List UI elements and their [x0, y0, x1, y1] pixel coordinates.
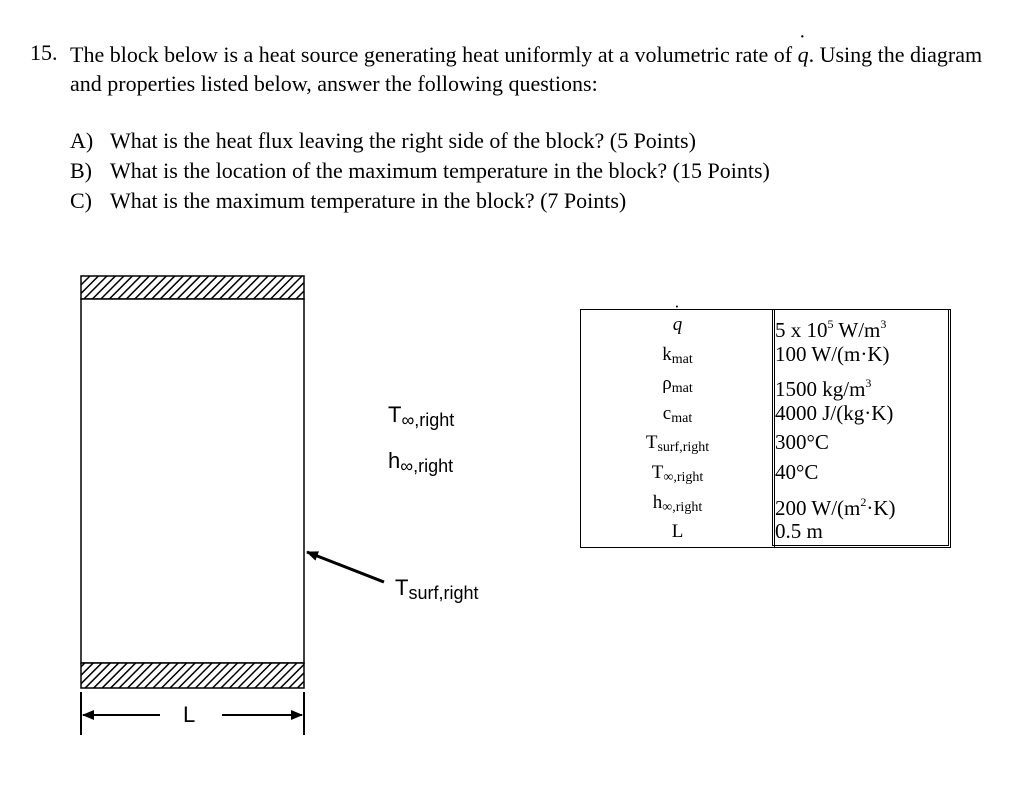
subscript: mat: [671, 410, 693, 426]
symbol-column: [581, 310, 775, 548]
subscript: mat: [671, 351, 693, 367]
property-symbol-q: [581, 310, 774, 340]
property-symbol-c: [581, 399, 774, 429]
question-number: 15.: [30, 40, 58, 65]
subquestion-label: A): [70, 128, 94, 153]
t-inf-subscript: ∞,right: [401, 410, 455, 430]
subquestion-label: C): [70, 188, 92, 213]
subquestion-text: What is the maximum temperature in the block? (7 Points): [110, 188, 627, 213]
symbol: k: [662, 343, 672, 365]
bottom-insulation: [81, 663, 304, 688]
value-tail: W/m: [833, 318, 881, 342]
value-text: 300°C: [775, 430, 829, 455]
value-column-border: [772, 309, 949, 546]
subscript: mat: [671, 381, 693, 397]
q-dot-symbol: q ˙: [673, 310, 683, 340]
t-surf-subscript: surf,right: [408, 583, 479, 603]
t-symbol: T: [395, 575, 409, 600]
property-symbol-rho: [581, 369, 774, 399]
property-symbol-tinf: [581, 458, 774, 488]
subquestion-text: What is the heat flux leaving the right side of the block? (5 Points): [110, 128, 696, 153]
symbol: T: [645, 432, 658, 454]
property-symbol-l: [581, 517, 774, 547]
value-sup: 2: [860, 494, 867, 509]
subquestion-text: What is the location of the maximum temperature in the block? (15 Points): [110, 158, 770, 183]
stem-text-1: The block below is a heat source generating heat uniformly at a volumetric rate of: [70, 42, 798, 67]
symbol: L: [671, 521, 684, 543]
value-sup: 3: [865, 376, 872, 391]
symbol: c: [662, 402, 672, 424]
value-text: 0.5 m: [775, 519, 823, 544]
t-surface-label: [395, 575, 478, 604]
symbol: T: [651, 461, 664, 483]
value-text: 1500 kg/m: [775, 377, 866, 402]
subscript: surf,right: [657, 440, 710, 456]
stem-text-2: . Using the diagram and properties listed below, answer the following questions:: [70, 42, 983, 96]
h-symbol: h: [388, 448, 401, 473]
h-inf-subscript: ∞,right: [400, 456, 454, 476]
value-text: 5 x 10: [775, 318, 828, 342]
symbol: h: [652, 491, 663, 513]
property-symbol-k: [581, 340, 774, 370]
property-symbol-tsurf: [581, 428, 774, 458]
q-dot-symbol: q ˙: [798, 40, 809, 69]
value-text: 40°C: [775, 459, 819, 484]
length-dimension-label: L: [183, 702, 196, 727]
t-infinity-label: [388, 402, 454, 431]
property-symbol-h: [581, 488, 774, 518]
h-infinity-label: [388, 448, 453, 477]
value-sup: 3: [880, 317, 887, 331]
subscript: ∞,right: [663, 469, 704, 485]
symbol: ρ: [662, 373, 672, 395]
subquestion-label: B): [70, 158, 92, 183]
value-text: 200 W/(m: [775, 495, 861, 520]
surface-pointer-arrow: [307, 552, 384, 582]
value-text: 4000 J/(kg·K): [775, 400, 894, 425]
top-insulation: [81, 276, 304, 299]
t-symbol: T: [388, 402, 402, 427]
value-sup: 5: [827, 317, 834, 331]
heat-source-block: [81, 299, 304, 663]
value-tail: ·K): [866, 495, 896, 520]
subscript: ∞,right: [662, 499, 703, 515]
value-text: 100 W/(m·K): [775, 341, 890, 366]
